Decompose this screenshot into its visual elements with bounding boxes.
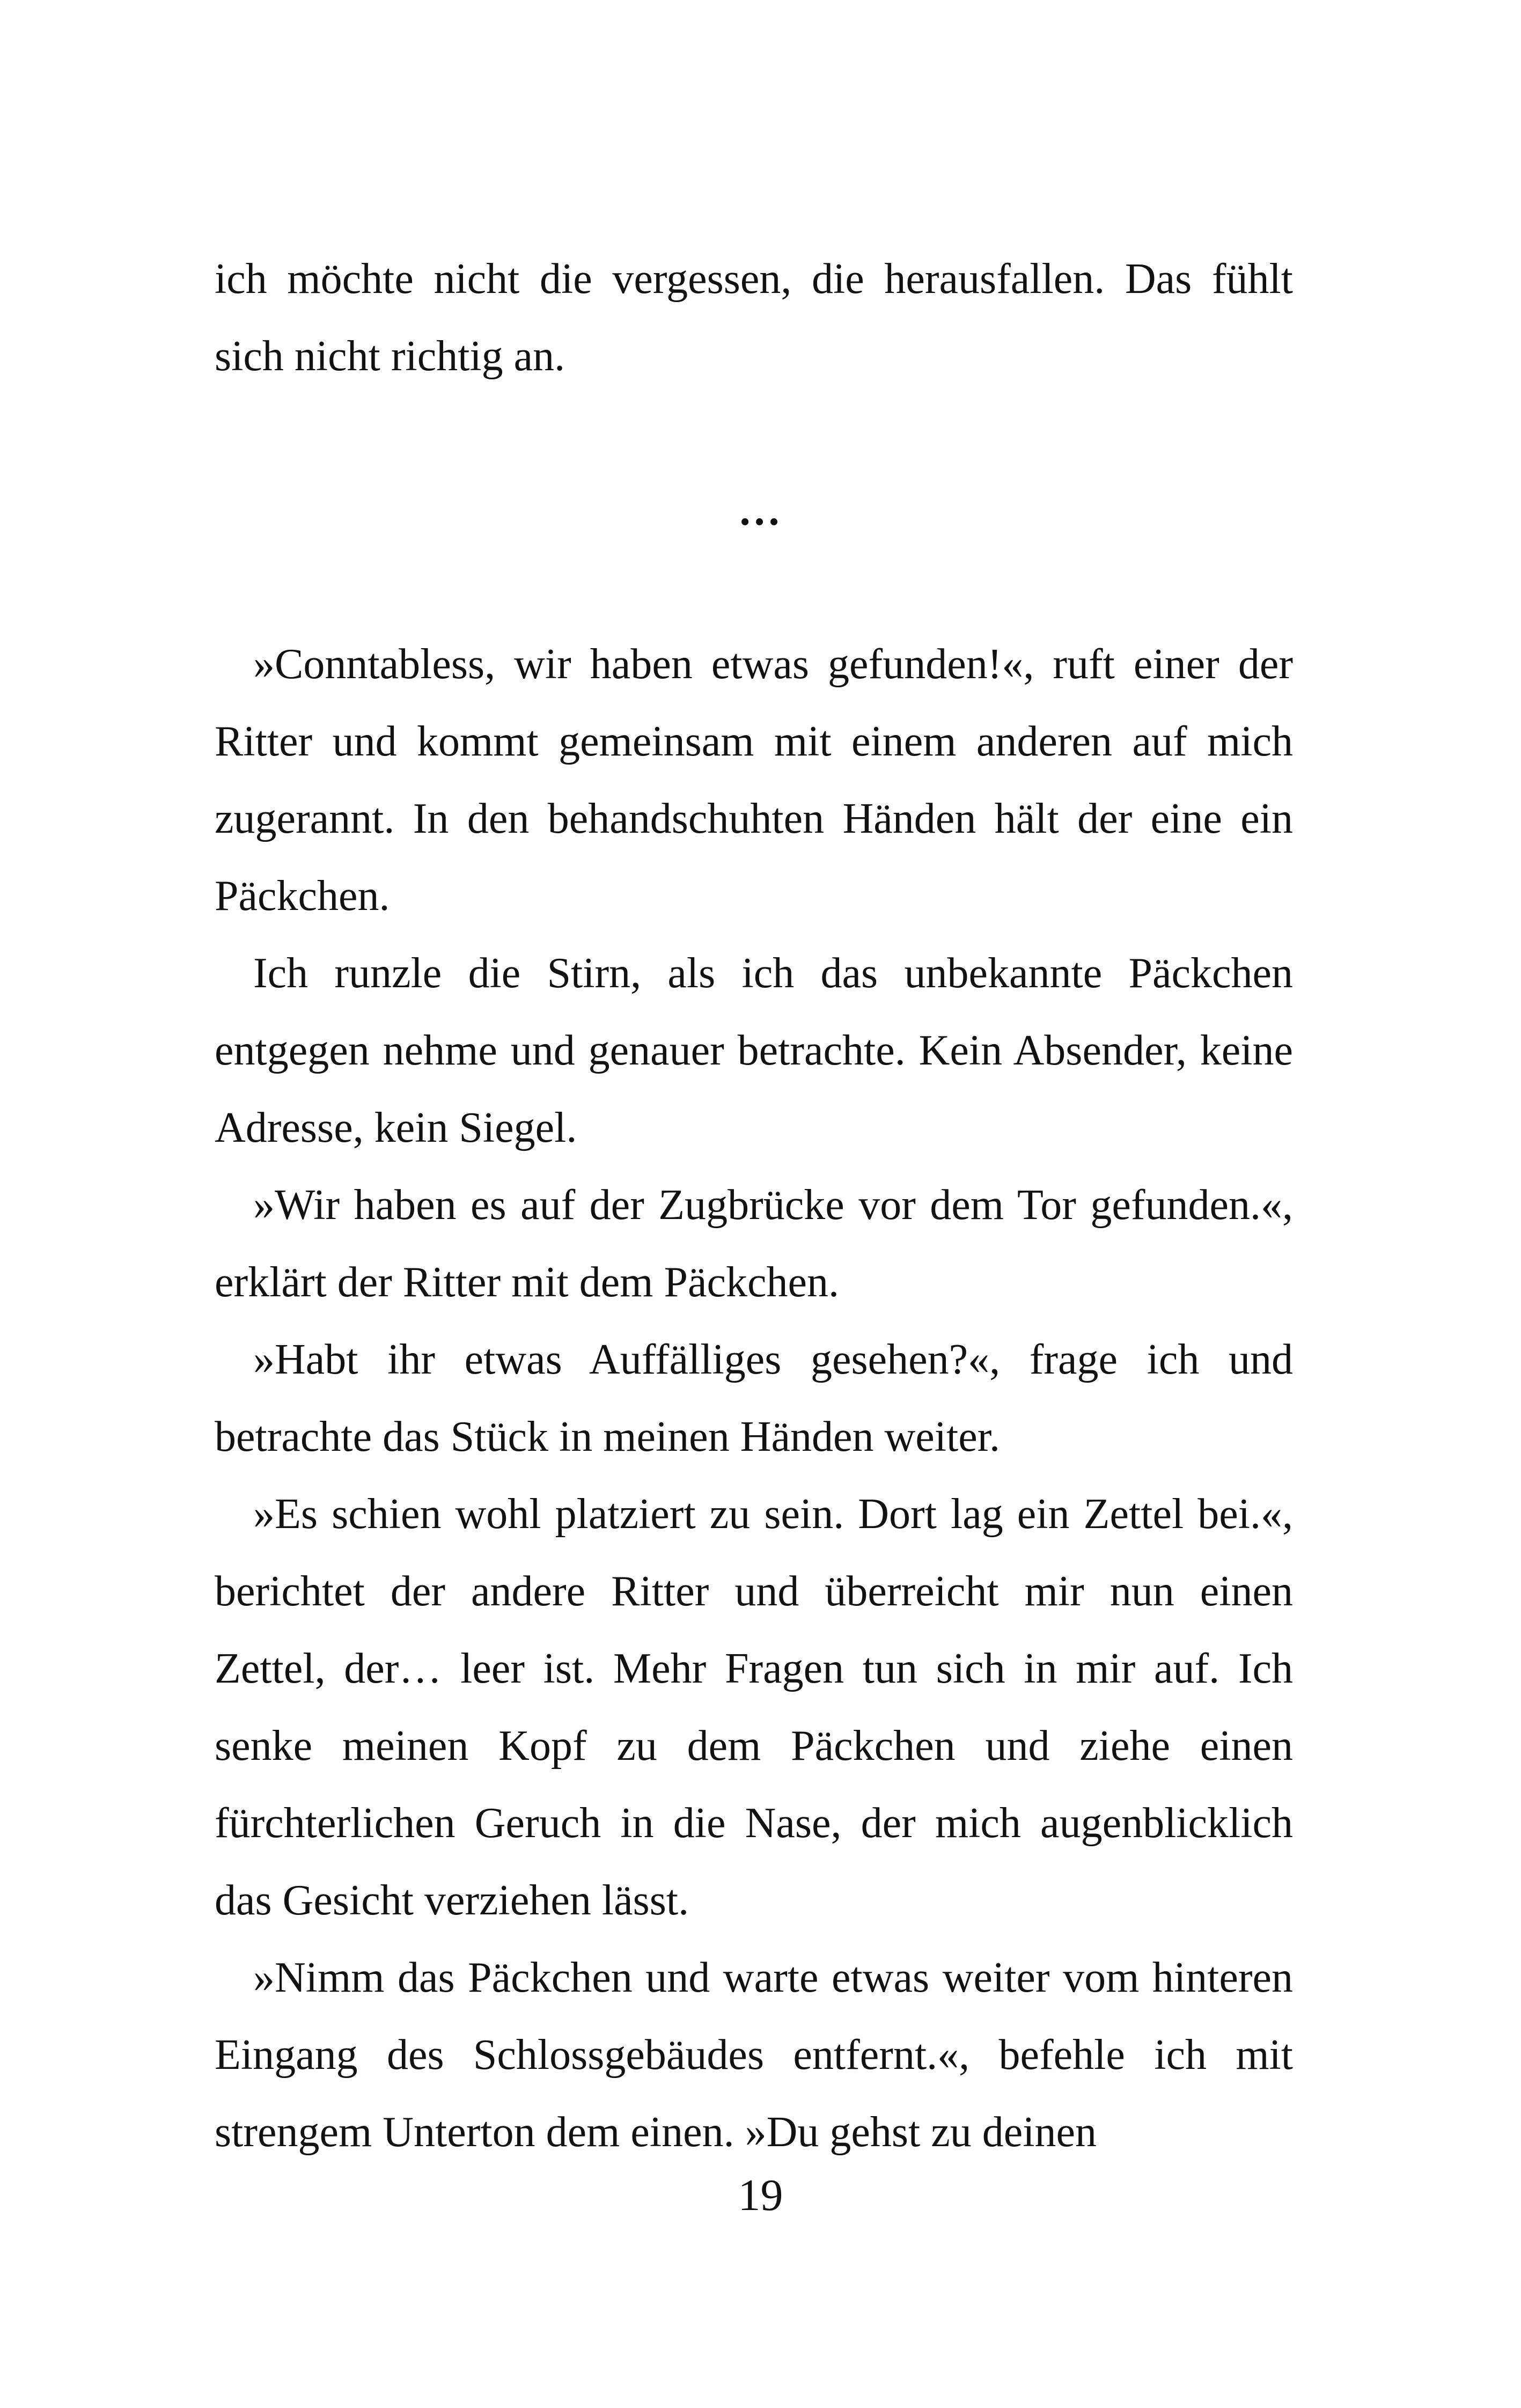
paragraph: »Nimm das Päckchen und warte etwas weiter vom hinteren Eingang des Schlossgebäudes entfernt.«, befehle ich mit strengem Unterton dem einen. »Du gehst zu deinen xyxy=(215,1954,1293,2156)
body-text xyxy=(215,626,1293,2171)
section-break: … xyxy=(738,487,783,534)
paragraph: Ich runzle die Stirn, als ich das unbekannte Päckchen entgegen nehme und genauer betrachte. Kein Absender, keine Adresse, kein Siegel. xyxy=(215,950,1293,1151)
paragraph: »Habt ihr etwas Auffälliges gesehen?«, frage ich und betrachte das Stück in meinen Händen weiter. xyxy=(215,1336,1293,1460)
page-number: 19 xyxy=(738,2170,783,2220)
continuation-paragraph: ich möchte nicht die vergessen, die herausfallen. Das fühlt sich nicht richtig an. xyxy=(215,255,1293,380)
continuation-text xyxy=(215,240,1293,395)
paragraph: »Wir haben es auf der Zugbrücke vor dem Tor gefunden.«, erklärt der Ritter mit dem Päckchen. xyxy=(215,1181,1293,1306)
paragraph: »Conntabless, wir haben etwas gefunden!«, ruft einer der Ritter und kommt gemeinsam mit einem anderen auf mich zugerannt. In den behandschuhten Händen hält der eine ein Päckchen. xyxy=(215,641,1293,920)
paragraph: »Es schien wohl platziert zu sein. Dort lag ein Zettel bei.«, berichtet der andere Ritter und überreicht mir nun einen Zettel, der… leer ist. Mehr Fragen tun sich in mir auf. Ich senke meinen Kopf zu dem Päckchen und ziehe einen fürchterlichen Geruch in die Nase, der mich augenblicklich das Gesicht verziehen lässt. xyxy=(215,1491,1293,1924)
